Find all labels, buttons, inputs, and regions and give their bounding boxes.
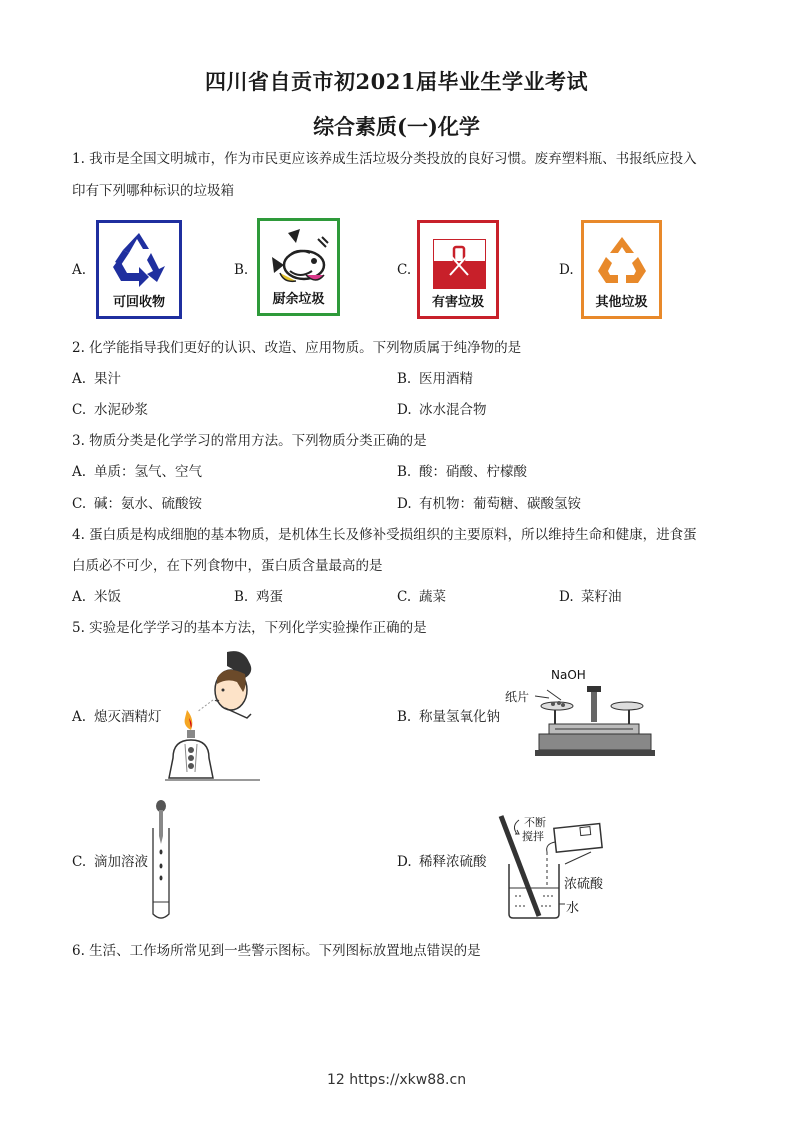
recycle-icon <box>109 229 169 289</box>
q5-option-b: B. 称量氢氧化钠 <box>397 709 500 725</box>
q1-option-d-sign-label: 其他垃圾 <box>595 295 648 310</box>
q1-option-c-sign-label: 有害垃圾 <box>431 295 484 310</box>
q1-option-a-letter: A. <box>72 262 87 278</box>
q3-stem: 3. 物质分类是化学学习的常用方法。下列物质分类正确的是 <box>72 433 427 449</box>
q2-option-c: C. 水泥砂浆 <box>72 402 148 418</box>
q1-option-b-letter: B. <box>234 262 249 278</box>
dropper-test-tube-illustration <box>148 798 174 922</box>
q1-option-a-sign-label: 可回收物 <box>112 295 165 310</box>
food-waste-icon <box>266 227 332 289</box>
q1-stem-line1: 1. 我市是全国文明城市，作为市民更应该养成生活垃圾分类投放的良好习惯。废弃塑料瓶、书报纸应投入 <box>72 151 697 167</box>
q5-option-a: A. 熄灭酒精灯 <box>72 709 162 725</box>
exam-subtitle: 综合素质(一)化学 <box>313 114 480 139</box>
q3-option-c: C. 碱：氨水、硫酸铵 <box>72 496 202 512</box>
q5-stem: 5. 实验是化学学习的基本方法，下列化学实验操作正确的是 <box>72 620 427 636</box>
water-label: 水 <box>566 901 580 916</box>
q5-option-c: C. 滴加溶液 <box>72 854 148 870</box>
q1-stem-line2: 印有下列哪种标识的垃圾箱 <box>72 183 234 199</box>
q1-option-c-sign[interactable] <box>417 220 499 319</box>
q2-option-b: B. 医用酒精 <box>397 371 473 387</box>
q3-option-d: D. 有机物：葡萄糖、碳酸氢铵 <box>397 496 581 512</box>
q1-option-a-sign[interactable] <box>96 220 182 319</box>
q2-stem: 2. 化学能指导我们更好的认识、改造、应用物质。下列物质属于纯净物的是 <box>72 340 522 356</box>
q1-option-d-sign[interactable] <box>581 220 662 319</box>
q1-option-b-sign[interactable] <box>257 218 340 316</box>
q4-option-a: A. 米饭 <box>72 589 121 605</box>
q2-option-d: D. 冰水混合物 <box>397 402 487 418</box>
q1-option-c-letter: C. <box>397 262 412 278</box>
concentrated-sulfuric-acid-label: 浓硫酸 <box>564 877 604 892</box>
q4-option-c: C. 蔬菜 <box>397 589 446 605</box>
q2-option-a: A. 果汁 <box>72 371 121 387</box>
dilution-illustration <box>495 812 615 922</box>
exam-title: 四川省自贡市初2021届毕业生学业考试 <box>205 69 588 94</box>
other-waste-icon <box>596 233 648 287</box>
q3-option-a: A. 单质：氢气、空气 <box>72 464 202 480</box>
q4-stem-line2: 白质必不可少，在下列食物中，蛋白质含量最高的是 <box>72 558 383 574</box>
stir-label-2: 搅拌 <box>522 830 544 843</box>
blowing-out-lamp-illustration <box>165 648 260 784</box>
stir-label-1: 不断 <box>524 816 546 829</box>
q5-option-d: D. 稀释浓硫酸 <box>397 854 487 870</box>
naoh-label: NaOH <box>551 668 586 682</box>
paper-label: 纸片 <box>505 690 530 704</box>
q1-option-b-sign-label: 厨余垃圾 <box>272 292 325 307</box>
q6-stem: 6. 生活、工作场所常见到一些警示图标。下列图标放置地点错误的是 <box>72 943 481 959</box>
q4-option-b: B. 鸡蛋 <box>234 589 283 605</box>
battery-icon <box>448 245 470 281</box>
q4-option-d: D. 菜籽油 <box>559 589 622 605</box>
page-footer: 12 https://xkw88.cn <box>326 1072 467 1088</box>
balance-illustration <box>535 680 655 758</box>
q4-stem-line1: 4. 蛋白质是构成细胞的基本物质，是机体生长及修补受损组织的主要原料，所以维持生命和健康，进食蛋 <box>72 527 697 543</box>
q1-option-d-letter: D. <box>559 262 574 278</box>
q3-option-b: B. 酸：硝酸、柠檬酸 <box>397 464 527 480</box>
